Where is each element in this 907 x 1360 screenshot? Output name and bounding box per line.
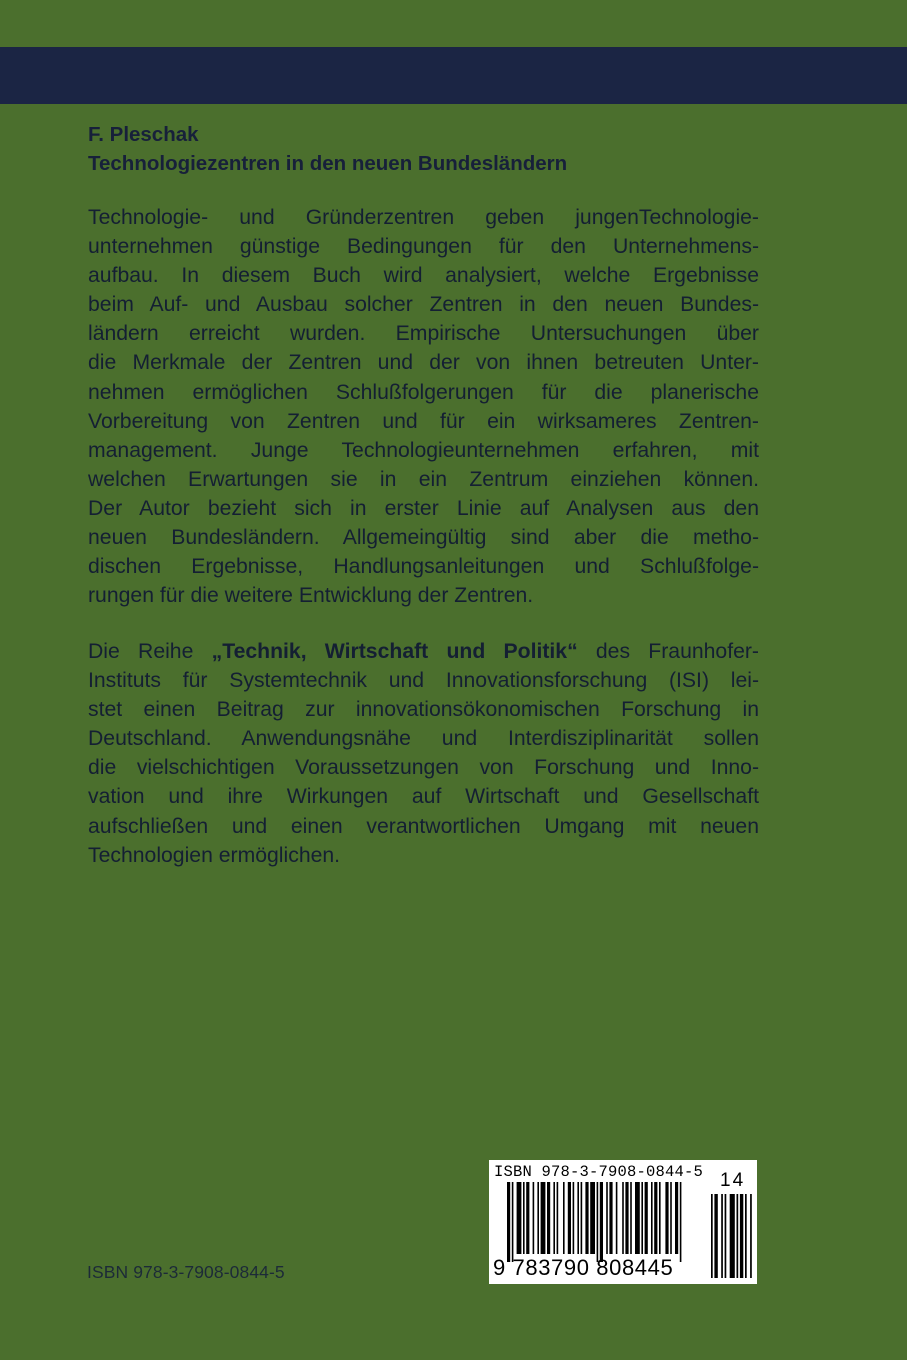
description-line: management. Junge Technologieunternehmen erfahren, mit [88,438,759,462]
series-line: Deutschland. Anwendungsnähe und Interdisziplinarität sollen [88,727,759,751]
description-line: Der Autor bezieht sich in erster Linie auf Analysen aus den [88,496,759,520]
description-line: Technologie- und Gründerzentren geben jungenTechnologie- [88,206,759,229]
series-line: aufschließen und einen verantwortlichen Umgang mit neuen [88,814,759,838]
description-line: Vorbereitung von Zentren und für ein wirksameres Zentren- [88,409,759,433]
description-line: die Merkmale der Zentren und der von ihnen betreuten Unter- [88,351,759,375]
description-line: ländern erreicht wurden. Empirische Untersuchungen über [88,322,759,346]
series-suffix: des Fraunhofer- [577,640,759,663]
book-header [88,120,768,178]
top-color-band [0,47,907,104]
series-name: „Technik, Wirtschaft und Politik“ [211,640,578,663]
author-name: F. Pleschak [88,123,199,146]
description-paragraph [88,203,759,610]
series-paragraph [88,637,759,870]
series-prefix: Die Reihe [88,640,212,663]
description-line: unternehmen günstige Bedingungen für den Unternehmens- [88,235,759,259]
description-line: nehmen ermöglichen Schlußfolgerungen für die planerische [88,380,759,404]
description-line: welchen Erwartungen sie in ein Zentrum einziehen können. [88,467,759,491]
barcode-ean-digits: 9 783790 808445 [493,1255,674,1280]
series-line: Instituts für Systemtechnik und Innovationsforschung (ISI) lei- [88,669,759,693]
barcode-isbn-label: ISBN 978-3-7908-0844-5 [494,1163,704,1181]
series-line: Technologien ermöglichen. [88,843,341,867]
series-line: stet einen Beitrag zur innovationsökonomischen Forschung in [88,698,759,722]
book-title: Technologiezentren in den neuen Bundesländern [88,152,568,175]
description-line: aufbau. In diesem Buch wird analysiert, welche Ergebnisse [88,264,759,288]
series-line [88,637,759,666]
series-line: die vielschichtigen Voraussetzungen von Forschung und Inno- [88,756,759,780]
description-line: beim Auf- und Ausbau solcher Zentren in den neuen Bundes- [88,293,759,317]
barcode [489,1160,757,1284]
series-line: vation und ihre Wirkungen auf Wirtschaft und Gesellschaft [88,785,759,809]
description-line: rungen für die weitere Entwicklung der Zentren. [88,584,534,608]
description-line: neuen Bundesländern. Allgemeingültig sind aber die metho- [88,526,759,550]
barcode-price-code: 14 [720,1170,746,1191]
isbn-text: ISBN 978-3-7908-0844-5 [87,1262,285,1282]
description-line: dischen Ergebnisse, Handlungsanleitungen und Schlußfolge- [88,555,759,579]
